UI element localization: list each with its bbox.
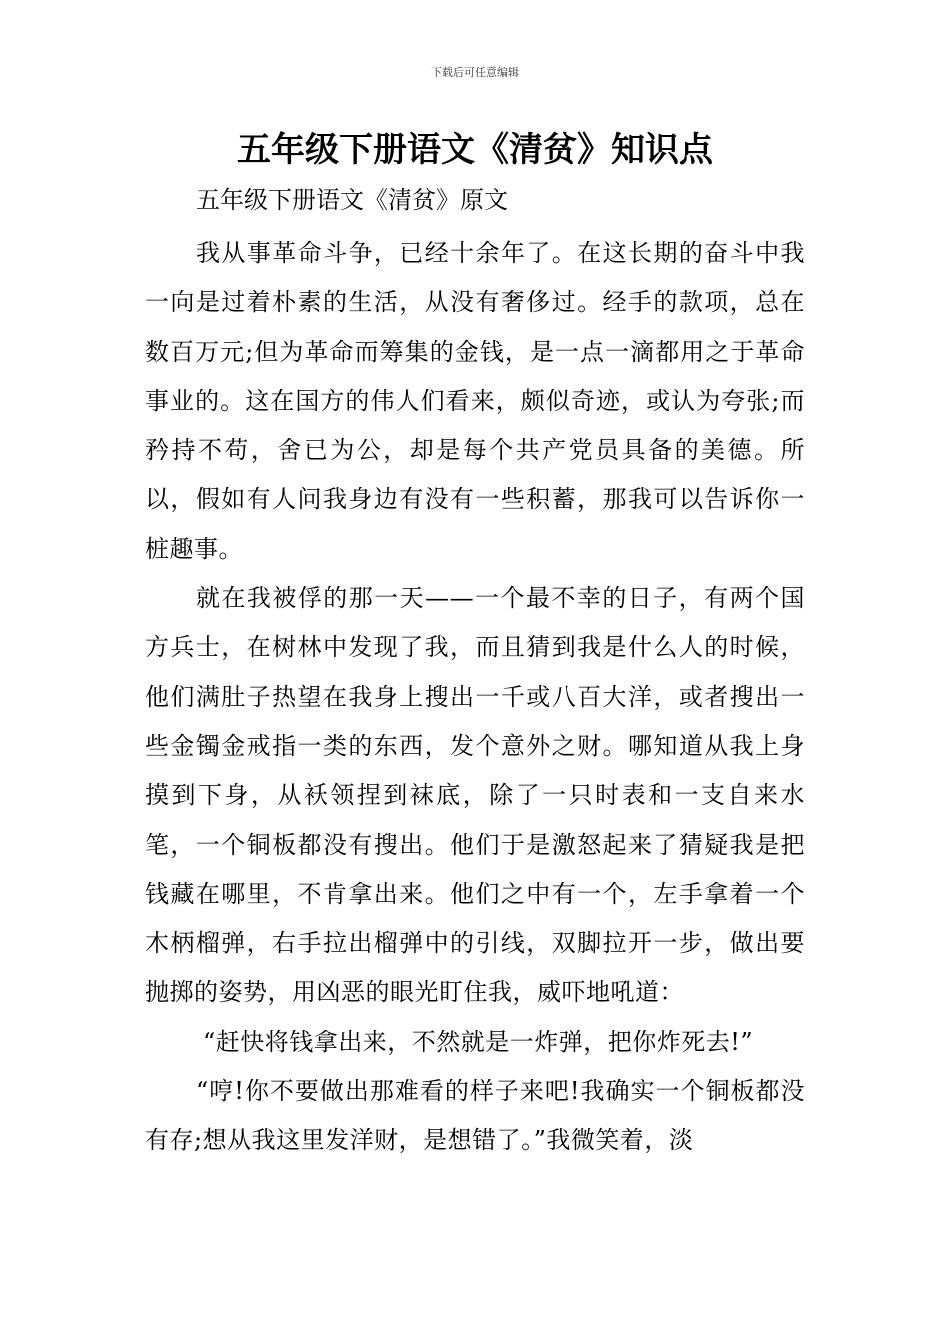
document-title: 五年级下册语文《清贫》知识点 [237, 130, 713, 170]
paragraph-2: 就在我被俘的那一天——一个最不幸的日子，有两个国方兵士，在树林中发现了我，而且猜到我是什么人的时候，他们满肚子热望在我身上搜出一千或八百大洋，或者搜出一些金镯金戒指一类的东西，发个意外之财。哪知道从我上身摸到下身，从袄领捏到袜底，除了一只时表和一支自来水笔，一个铜板都没有搜出。他们于是激怒起来了猜疑我是把钱藏在哪里，不肯拿出来。他们之中有一个，左手拿着一个木柄榴弹，右手拉出榴弹中的引线，双脚拉开一步，做出要抛掷的姿势，用凶恶的眼光盯住我，威吓地吼道： [145, 584, 805, 1007]
header-note: 下载后可任意编辑 [431, 66, 519, 79]
paragraph-1: 我从事革命斗争，已经十余年了。在这长期的奋斗中我一向是过着朴素的生活，从没有奢侈过。经手的款项，总在数百万元;但为革命而筹集的金钱，是一点一滴都用之于革命事业的。这在国方的伟人们看来，颇似奇迹，或认为夸张;而矜持不苟，舍已为公，却是每个共产党员具备的美德。所以，假如有人问我身边有没有一些积蓄，那我可以告诉你一桩趣事。 [145, 239, 805, 563]
document-body [145, 229, 805, 1166]
paragraph-4: “哼!你不要做出那难看的样子来吧!我确实一个铜板都没有存;想从我这里发洋财，是想错了。”我微笑着，淡 [145, 1077, 805, 1155]
paragraph-3-quote: “赶快将钱拿出来，不然就是一炸弹，把你炸死去!” [203, 1027, 754, 1056]
section-subtitle: 五年级下册语文《清贫》原文 [196, 186, 508, 214]
